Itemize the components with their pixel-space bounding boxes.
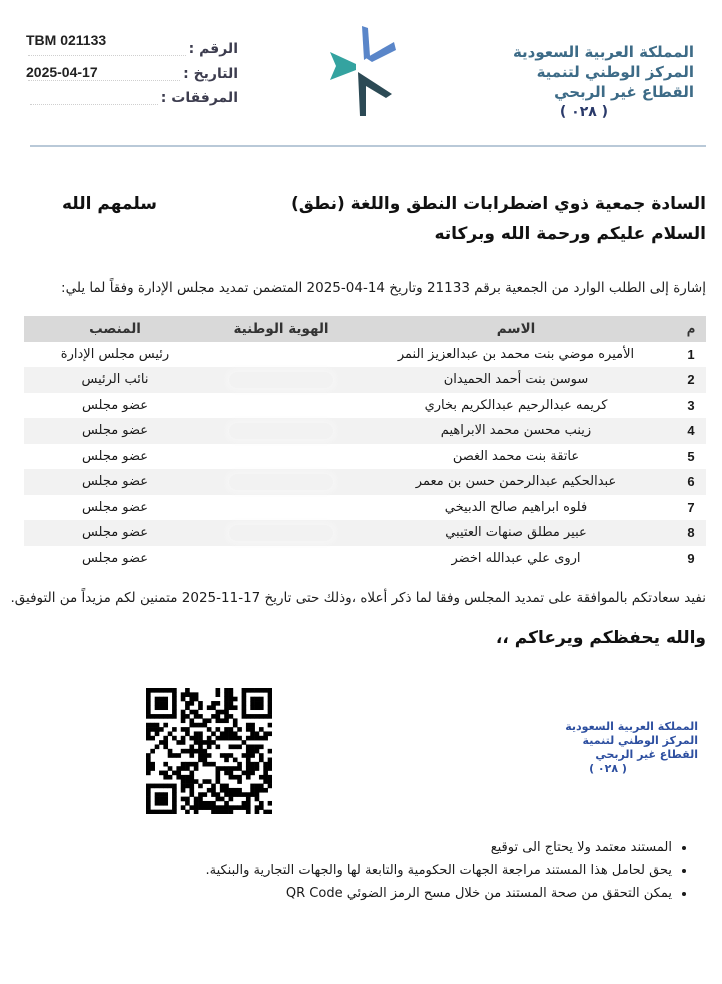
table-row [24,444,706,470]
table-row [24,469,706,495]
member-national-id [206,469,356,495]
member-national-id [206,418,356,444]
row-number: 8 [687,525,695,541]
row-number: 1 [687,346,695,362]
note-item: • يمكن التحقق من صحة المستند من خلال مسح الرمز الضوئي QR Code [130,882,672,905]
redacted-id-blur [229,372,333,388]
member-national-id [206,444,356,470]
qr-code[interactable] [146,688,272,814]
members-table-body [24,342,706,572]
reference-dotted-line [28,55,186,56]
member-position: عضو مجلس [81,525,149,541]
attachments-dotted-line [30,104,158,105]
member-name: كريمه عبدالرحيم عبدالكريم بخاري [424,397,608,413]
member-position: عضو مجلس [81,423,149,439]
header-position: المنصب [89,320,141,337]
date-label: التاريخ : [183,66,238,82]
member-name: زينب محسن محمد الابراهيم [440,423,592,439]
member-name: فلوه ابراهيم صالح الدبيخي [444,499,588,515]
date-value: 2025-04-17 [26,64,98,80]
greeting: السلام عليكم ورحمة الله وبركاته [434,224,706,244]
approval-paragraph: نفيد سعادتكم بالموافقة على تمديد المجلس وفقا لما ذكر أعلاه ،وذلك حتى تاريخ 17-11-2025 متمنين لكم مزيداً من التوفيق. [10,590,706,606]
footer-org-line-2: المركز الوطني لتنمية [582,734,698,747]
member-position: عضو مجلس [81,397,149,413]
recipient: السادة جمعية ذوي اضطرابات النطق واللغة (نطق) [290,194,706,214]
attachments-label: المرفقات : [160,90,238,106]
table-row [24,393,706,419]
member-name: عاتقة بنت محمد الغصن [452,448,580,464]
member-national-id [206,367,356,393]
table-row [24,342,706,368]
header-divider [30,145,706,147]
row-number: 3 [687,397,695,413]
date-dotted-line [28,80,180,81]
footer-org-line-4: ( ٠٢٨ ) [589,762,627,775]
member-national-id [206,393,356,419]
org-line-1: المملكة العربية السعودية [512,43,694,61]
member-name: اروى علي عبدالله اخضر [451,550,581,566]
org-line-2: المركز الوطني لتنمية [536,63,694,81]
header-name: الاسم [496,320,536,337]
reference-block [26,30,246,110]
header-id: الهوية الوطنية [233,320,329,337]
row-number: 7 [687,499,695,515]
table-header-row [24,316,706,342]
closing: والله يحفظكم ويرعاكم ،، [495,628,706,648]
member-name: عبدالحكيم عبدالرحمن حسن بن معمر [415,474,617,490]
reference-label: الرقم : [188,41,238,57]
notes-list [130,836,690,905]
row-number: 9 [687,550,695,566]
member-national-id [206,520,356,546]
member-national-id [206,495,356,521]
members-table [24,316,706,571]
table-row [24,520,706,546]
footer-org-line-3: القطاع غير الربحي [595,748,698,761]
logo-mark-icon [322,20,402,120]
member-position: عضو مجلس [81,474,149,490]
member-name: عبير مطلق صنهات العتيبي [445,525,587,541]
member-position: عضو مجلس [81,448,149,464]
reference-number: TBM 021133 [26,32,107,48]
org-line-3: القطاع غير الربحي [554,83,694,101]
member-position: عضو مجلس [81,499,149,515]
note-item: • المستند معتمد ولا يحتاج الى توقيع [130,836,672,859]
member-national-id [206,546,356,572]
table-row [24,367,706,393]
members-table-wrapper [24,316,706,571]
footer-org-line-1: المملكة العربية السعودية [565,720,698,733]
footer-notes [130,836,690,905]
salutation-right: سلمهم الله [62,194,157,214]
row-number: 5 [687,448,695,464]
member-national-id [206,342,356,368]
member-position: نائب الرئيس [81,372,149,388]
org-name [484,42,694,122]
row-number: 4 [687,423,695,439]
org-line-4: ( ٠٢٨ ) [559,104,609,120]
qr-code-icon [146,688,272,814]
redacted-id-blur [229,525,333,541]
footer-org-name [558,720,698,776]
member-name: سوسن بنت أحمد الحميدان [443,372,589,388]
redacted-id-blur [229,474,333,490]
table-row [24,495,706,521]
redacted-id-blur [229,423,333,439]
member-position: رئيس مجلس الإدارة [60,346,170,362]
row-number: 2 [687,372,695,388]
member-position: عضو مجلس [81,550,149,566]
intro-paragraph: إشارة إلى الطلب الوارد من الجمعية برقم 21133 وتاريخ 14-04-2025 المتضمن تمديد مجلس الإدارة وفقاً لما يلي: [61,280,706,296]
row-number: 6 [687,474,695,490]
table-row [24,418,706,444]
center-logo [322,20,402,120]
header-num: م [686,320,696,336]
note-item: • يحق لحامل هذا المستند مراجعة الجهات الحكومية والتابعة لها والجهات التجارية والبنكية. [130,859,672,882]
member-name: الأميره موضي بنت محمد بن عبدالعزيز النمر [397,346,635,362]
table-row [24,546,706,572]
